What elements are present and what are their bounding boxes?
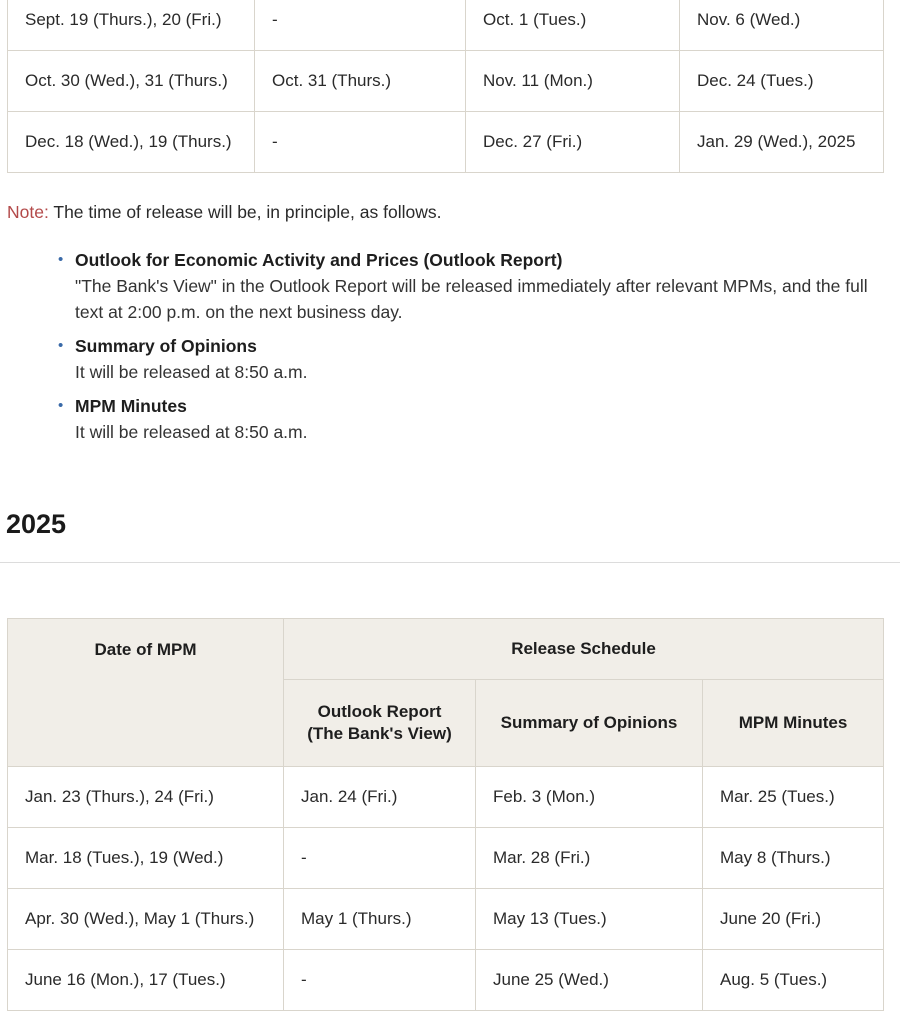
list-item <box>58 247 878 325</box>
bullet-icon: • <box>58 397 64 414</box>
table-cell: Oct. 1 (Tues.) <box>466 0 680 51</box>
note-text: The time of release will be, in principle, as follows. <box>48 202 442 222</box>
table-cell: Mar. 25 (Tues.) <box>703 767 884 828</box>
bullet-icon: • <box>58 337 64 354</box>
table-cell: Jan. 29 (Wed.), 2025 <box>680 112 884 173</box>
section-heading-2025: 2025 <box>6 509 67 539</box>
list-item <box>58 333 878 385</box>
table-cell: Nov. 11 (Mon.) <box>466 51 680 112</box>
date-of-mpm-header: Date of MPM <box>8 619 284 767</box>
table-cell: Feb. 3 (Mon.) <box>476 767 703 828</box>
table-row <box>8 0 884 51</box>
table-row <box>8 828 884 889</box>
table-cell: Apr. 30 (Wed.), May 1 (Thurs.) <box>8 889 284 950</box>
table-row <box>8 767 884 828</box>
list-item <box>58 393 878 445</box>
table-cell: May 1 (Thurs.) <box>284 889 476 950</box>
table-row <box>8 51 884 112</box>
list-item-title: MPM Minutes <box>75 396 187 416</box>
table-row <box>8 112 884 173</box>
table-cell: Oct. 30 (Wed.), 31 (Thurs.) <box>8 51 255 112</box>
table-cell: - <box>255 0 466 51</box>
section-divider <box>0 562 900 563</box>
table-cell: Mar. 28 (Fri.) <box>476 828 703 889</box>
table-cell: May 13 (Tues.) <box>476 889 703 950</box>
table-cell: Mar. 18 (Tues.), 19 (Wed.) <box>8 828 284 889</box>
mpm-minutes-header: MPM Minutes <box>703 680 884 767</box>
list-item-body: It will be released at 8:50 a.m. <box>75 362 308 382</box>
table-cell: Nov. 6 (Wed.) <box>680 0 884 51</box>
table-cell: Aug. 5 (Tues.) <box>703 950 884 1011</box>
release-time-list <box>58 247 878 453</box>
list-item-body: "The Bank's View" in the Outlook Report will be released immediately after relevant MPMs, and the full text at 2:00 p.m. on the next business day. <box>75 276 868 322</box>
table-cell: May 8 (Thurs.) <box>703 828 884 889</box>
table-row <box>8 889 884 950</box>
outlook-header-line1: Outlook Report <box>317 702 442 721</box>
table-cell: Dec. 27 (Fri.) <box>466 112 680 173</box>
outlook-report-header <box>284 680 476 767</box>
list-item-body: It will be released at 8:50 a.m. <box>75 422 308 442</box>
list-item-title: Summary of Opinions <box>75 336 257 356</box>
table-cell: June 16 (Mon.), 17 (Tues.) <box>8 950 284 1011</box>
table-cell: Sept. 19 (Thurs.), 20 (Fri.) <box>8 0 255 51</box>
table-cell: Jan. 24 (Fri.) <box>284 767 476 828</box>
list-item-title: Outlook for Economic Activity and Prices (Outlook Report) <box>75 250 563 270</box>
bullet-icon: • <box>58 251 64 268</box>
release-schedule-header: Release Schedule <box>284 619 884 680</box>
outlook-header-line2: (The Bank's View) <box>307 724 452 743</box>
table-cell: June 20 (Fri.) <box>703 889 884 950</box>
table-cell: Oct. 31 (Thurs.) <box>255 51 466 112</box>
note-label: Note: <box>7 202 49 222</box>
table-cell: Dec. 24 (Tues.) <box>680 51 884 112</box>
schedule-table-2024 <box>7 0 884 173</box>
table-cell: - <box>284 950 476 1011</box>
table-cell: Jan. 23 (Thurs.), 24 (Fri.) <box>8 767 284 828</box>
table-header-row <box>8 619 884 680</box>
table-cell: - <box>284 828 476 889</box>
table-cell: June 25 (Wed.) <box>476 950 703 1011</box>
schedule-table-2025 <box>7 618 884 1011</box>
table-row <box>8 950 884 1011</box>
release-time-note <box>7 202 441 223</box>
summary-of-opinions-header: Summary of Opinions <box>476 680 703 767</box>
table-cell: Dec. 18 (Wed.), 19 (Thurs.) <box>8 112 255 173</box>
table-cell: - <box>255 112 466 173</box>
